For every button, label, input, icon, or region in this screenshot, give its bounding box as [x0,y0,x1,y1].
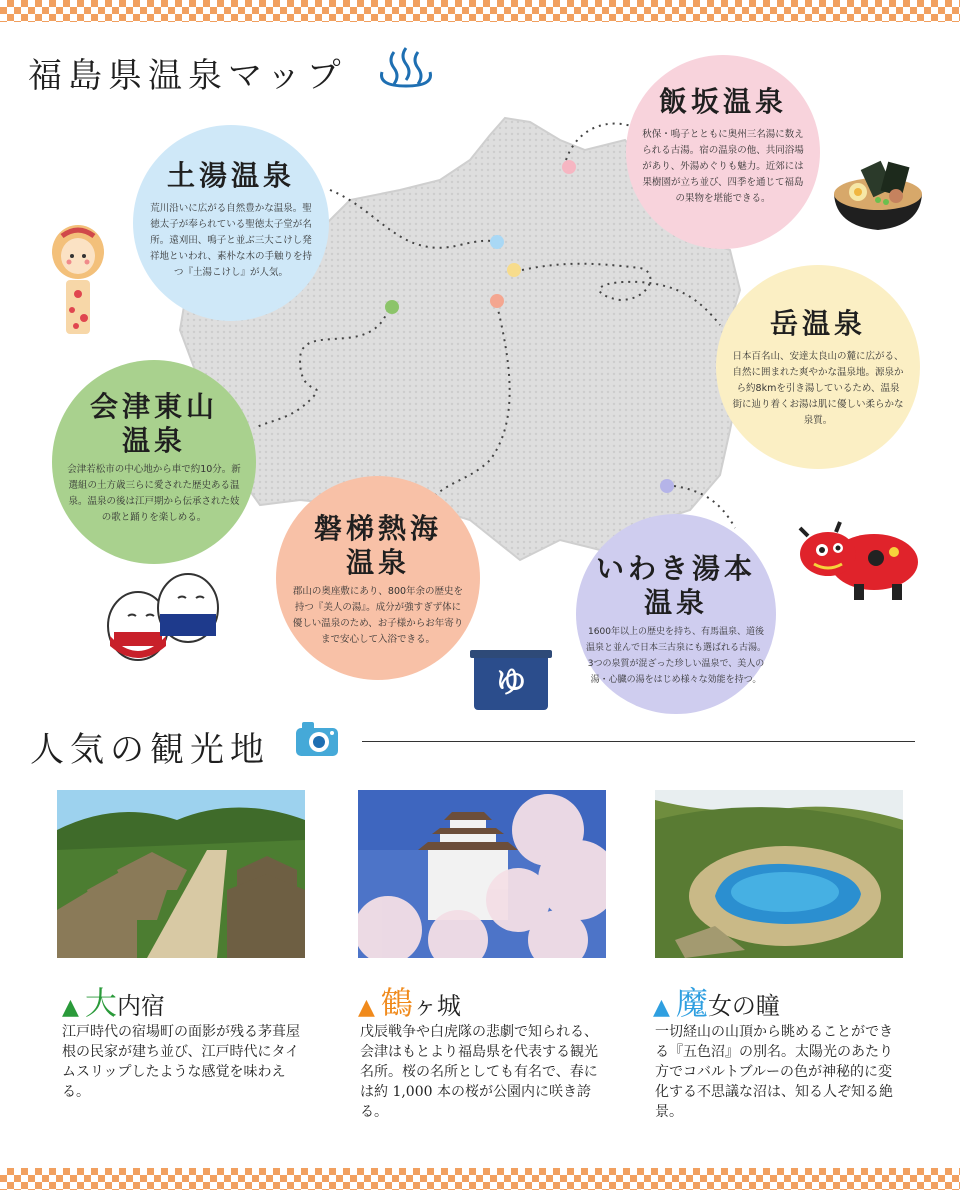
onsen-dake [716,265,920,469]
spot-first-char: 魔 [675,984,708,1022]
map-dot-dake [507,263,521,277]
onsen-tsuchiyu [133,125,329,321]
onsen-aizu-higashiyama [52,360,256,564]
onsen-name: 飯坂温泉 [658,85,787,118]
checker-border-bottom [0,1168,960,1190]
akabeko-cow-icon [794,518,924,602]
noren-curtain-icon [470,650,552,712]
onsen-desc: 荒川沿いに広がる自然豊かな温泉。聖徳太子が奉られている聖徳太子堂が名所。遠刈田、鳴子と並ぶ三大こけし発祥地といわれ、素朴な木の手触りを持つ『土湯こけし』が人気。 [149,203,313,278]
onsen-bandai-atami [276,476,480,680]
onsen-desc: 日本百名山、安達太良山の麓に広がる、自然に囲まれた爽やかな温泉地。源泉から約8kmを引き湯しているため、温泉街に辿り着くお湯は肌に優しい柔らかな泉質。 [732,351,904,426]
spot-desc-majo-no-hitomi: 一切経山の山頂から眺めることができる『五色沼』の別名。太陽光のあたり方でコバルトブルーの色が神秘的に変化する不思議な沼は、知る人ぞ知る絶景。 [655,1024,893,1120]
onsen-name-line1: いわき湯本 [595,552,756,585]
onsen-iizaka [626,55,820,249]
onsen-name: 岳温泉 [769,307,866,340]
spot-title-tsurugajo [358,978,461,1024]
spot-first-char: 鶴 [380,984,413,1022]
map-dot-iizaka [562,160,576,174]
onsen-name-line1: 磐梯熱海 [313,512,442,545]
onsen-desc: 会津若松市の中心地から車で約10分。新選組の土方歳三らに愛された歴史ある温泉。温泉の後は江戸期から伝承された妓の歌と踊りを楽しめる。 [67,464,241,523]
spot-desc-ouchijuku: 江戸時代の宿場町の面影が残る茅葺屋根の民家が建ち並び、江戸時代にタイムスリップしたような感覚を味わえる。 [62,1024,300,1100]
map-dot-tsuchiyu [490,235,504,249]
onsen-iwaki-yumoto [576,514,776,714]
kokeshi-doll-icon [50,222,106,334]
triangle-marker-icon: ▲ [358,995,375,1020]
spot-title-majo-no-hitomi [653,978,780,1024]
onsen-name-line2: 温泉 [643,586,708,619]
onsen-name-line2: 温泉 [345,546,410,579]
map-title: 福島県温泉マップ [28,56,347,96]
spot-rest: 内宿 [116,992,165,1020]
triangle-marker-icon: ▲ [653,995,670,1020]
onsen-desc: 1600年以上の歴史を持ち、有馬温泉、道後温泉と並んで日本三古泉にも選ばれる古湯。3つの泉質が混ざった珍しい温泉で、美人の湯・心臓の湯をはじめ様々な効能を持つ。 [586,627,767,685]
section-divider [362,741,915,742]
triangle-marker-icon: ▲ [62,995,79,1020]
spot-rest: ヶ城 [412,992,461,1020]
sightseeing-title: 人気の観光地 [30,730,270,770]
spot-desc-tsurugajo: 戊辰戦争や白虎隊の悲劇で知られる、会津はもとより福島県を代表する観光名所。桜の名所としても有名で、春には約 1,000 本の桜が公園内に咲き誇る。 [360,1024,598,1120]
map-dot-aizu-higashiyama [385,300,399,314]
onsen-name-line1: 会津東山 [89,390,218,423]
onsen-name: 土湯温泉 [166,159,295,192]
spot-rest: 女の瞳 [707,992,780,1020]
onsen-desc: 秋保・鳴子とともに奥州三名湯に数えられる古湯。宿の温泉の他、共同浴場があり、外湯めぐりも魅力。近郊には果樹園が立ち並び、四季を通じて福島の果物を堪能できる。 [642,129,804,204]
camera-icon [292,716,342,760]
onsen-desc: 郡山の奥座敷にあり、800年余の歴史を持つ『美人の湯』。成分が強すぎず体に優しい温泉のため、お子様からお年寄りまで安心して入浴できる。 [292,586,464,645]
noren-char: ゆ [496,665,526,700]
spot-first-char: 大 [84,984,117,1022]
tsurugajo-photo [358,790,606,958]
map-dot-iwaki-yumoto [660,479,674,493]
ramen-bowl-icon [830,160,926,232]
majo-no-hitomi-photo [655,790,903,958]
ouchijuku-photo [57,790,305,958]
okiagari-koboshi-icon [100,566,224,664]
onsen-name-line2: 温泉 [121,424,186,457]
spot-title-ouchijuku [62,978,165,1024]
map-dot-bandai-atami [490,294,504,308]
